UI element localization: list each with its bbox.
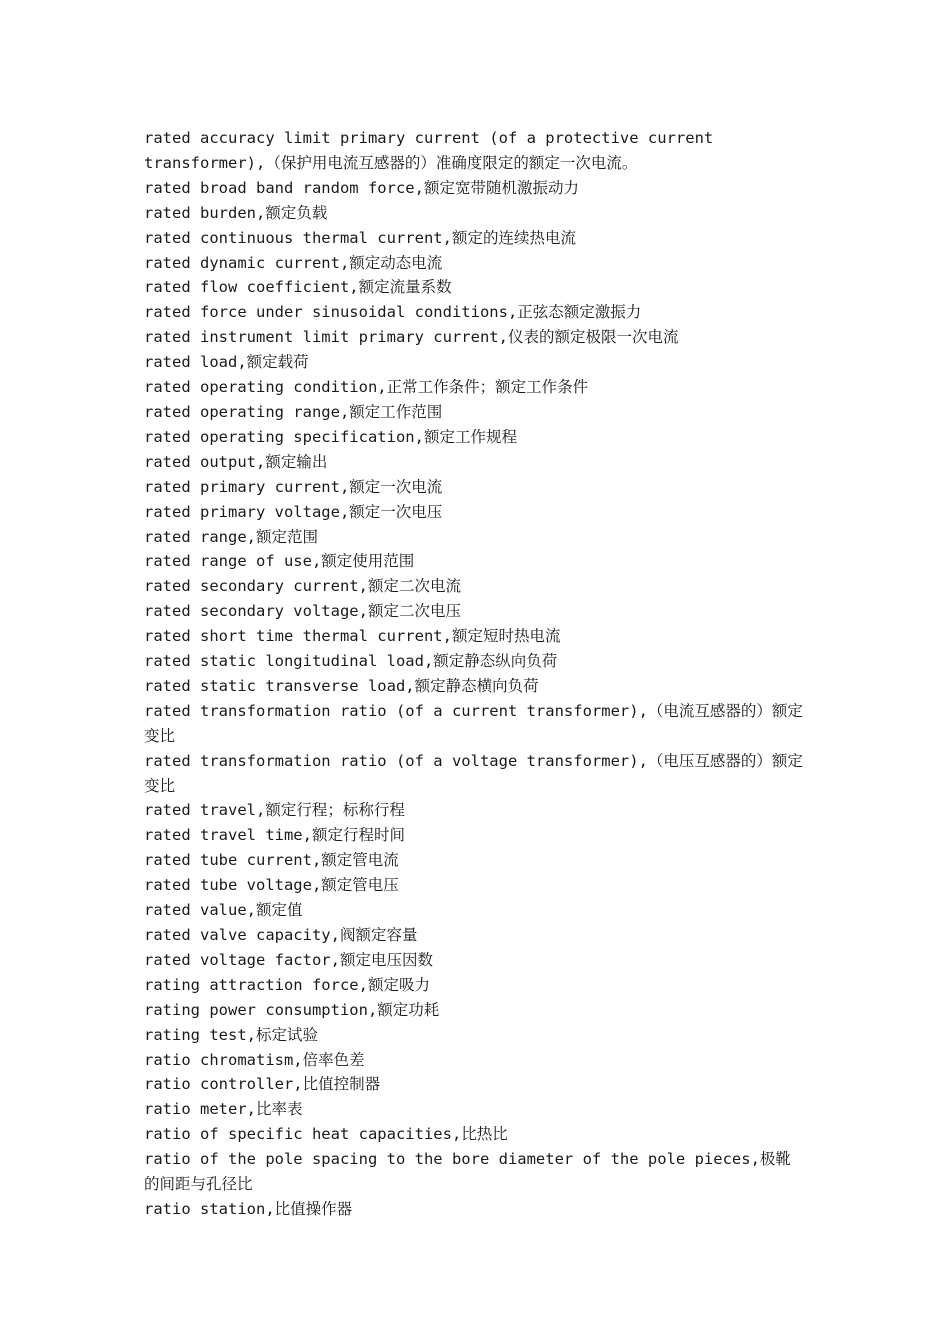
- glossary-entry: rating attraction force,额定吸力: [144, 975, 430, 994]
- glossary-entry: rated range,额定范围: [144, 527, 318, 546]
- glossary-entry: rated secondary current,额定二次电流: [144, 577, 461, 596]
- glossary-entry: rated continuous thermal current,额定的连续热电流: [144, 228, 576, 247]
- glossary-entry: rating power consumption,额定功耗: [144, 1000, 440, 1019]
- glossary-entry: rated primary voltage,额定一次电压: [144, 502, 443, 521]
- glossary-entry: rated transformation ratio (of a voltage transformer),（电压互感器的）额定变比: [144, 751, 803, 795]
- glossary-entry: rated travel,额定行程；标称行程: [144, 801, 405, 820]
- glossary-entry: rated tube current,额定管电流: [144, 851, 399, 870]
- glossary-entry: rated flow coefficient,额定流量系数: [144, 278, 452, 297]
- glossary-entry: rated operating condition,正常工作条件；额定工作条件: [144, 378, 589, 397]
- glossary-entry: rated instrument limit primary current,仪表的额定极限一次电流: [144, 328, 679, 347]
- glossary-entry: rated force under sinusoidal conditions,正弦态额定激振力: [144, 303, 642, 322]
- glossary-entry: rated static transverse load,额定静态横向负荷: [144, 676, 539, 695]
- glossary-entry: ratio of the pole spacing to the bore diameter of the pole pieces,极靴的间距与孔径比: [144, 1150, 791, 1194]
- glossary-page: [144, 126, 804, 1222]
- glossary-entry: rated travel time,额定行程时间: [144, 826, 405, 845]
- glossary-entry: rated operating specification,额定工作规程: [144, 427, 517, 446]
- glossary-entry: ratio meter,比率表: [144, 1100, 303, 1119]
- glossary-entry: rated valve capacity,阀额定容量: [144, 926, 418, 944]
- glossary-entry: ratio controller,比值控制器: [144, 1075, 381, 1094]
- glossary-entry: rated operating range,额定工作范围: [144, 402, 443, 421]
- glossary-entry: rated burden,额定负载: [144, 203, 328, 222]
- glossary-entry: rated accuracy limit primary current (of a protective current transformer),（保护用电流互感器的）准确度限定的额定一次电流。: [144, 129, 714, 172]
- glossary-entry: ratio of specific heat capacities,比热比: [144, 1125, 508, 1144]
- glossary-entry: rated short time thermal current,额定短时热电流: [144, 627, 561, 646]
- glossary-entry: ratio station,比值操作器: [144, 1199, 353, 1218]
- glossary-entry: ratio chromatism,倍率色差: [144, 1050, 365, 1069]
- glossary-entry: rated value,额定值: [144, 901, 303, 920]
- glossary-entry: rated broad band random force,额定宽带随机激振动力: [144, 178, 579, 197]
- glossary-entry: rated primary current,额定一次电流: [144, 477, 443, 496]
- glossary-entry: rated load,额定载荷: [144, 353, 309, 372]
- glossary-entry: rated voltage factor,额定电压因数: [144, 950, 433, 969]
- glossary-entry: rated range of use,额定使用范围: [144, 552, 415, 571]
- glossary-entry: rated transformation ratio (of a current transformer),（电流互感器的）额定变比: [144, 701, 803, 745]
- glossary-entry: rated output,额定输出: [144, 452, 328, 471]
- glossary-entry: rated static longitudinal load,额定静态纵向负荷: [144, 652, 558, 671]
- glossary-entry: rating test,标定试验: [144, 1025, 318, 1044]
- glossary-entry: rated dynamic current,额定动态电流: [144, 253, 443, 272]
- glossary-entry: rated tube voltage,额定管电压: [144, 876, 399, 895]
- glossary-entry: rated secondary voltage,额定二次电压: [144, 602, 461, 621]
